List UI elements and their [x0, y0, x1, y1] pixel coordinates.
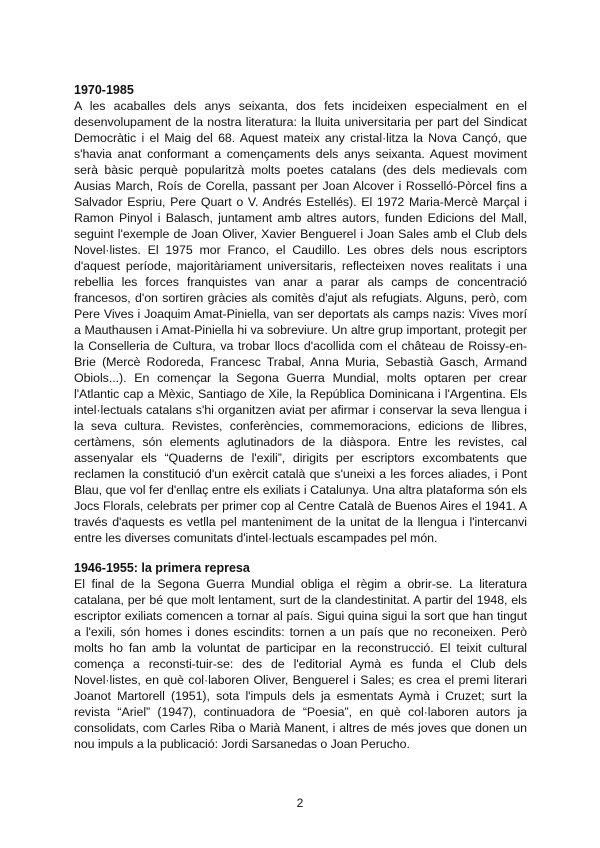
section-1970-1985: [74, 82, 527, 546]
page-number: 2: [296, 796, 304, 810]
section-paragraph: A les acaballes dels anys seixanta, dos fets incideixen especialment en el desenvolupament de la nostra literatura: la lluita universitaria per part del Sindicat Democràtic i el Maig del 68. Aquest mateix any cristal·litza la Nova Cançó, que s'havia anat conformant a començaments dels anys seixanta. Aquest moviment serà bàsic perquè popularitzà molts poetes catalans (des dels medievals com Ausias March, Roís de Corella, passant per Joan Alcover i Rosselló-Pòrcel fins a Salvador Espriu, Pere Quart o V. Andrés Estellés). El 1972 Maria-Mercè Marçal i Ramon Pinyol i Balasch, juntament amb altres autors, funden Edicions del Mall, seguint l'exemple de Joan Oliver, Xavier Benguerel i Joan Sales amb el Club dels Novel·listes. El 1975 mor Franco, el Caudillo. Les obres dels nous escriptors d'aquest període, majoritàriament universitaris, reflecteixen noves realitats i una rebellia les forces franquistes van anar a parar als camps de concentració francesos, d'on sortiren gràcies als comitès d'ajut als refugiats. Alguns, però, com Pere Vives i Joaquim Amat-Piniella, van ser deportats als camps nazis: Vives morí a Mauthausen i Amat-Piniella hi va sobreviure. Un altre grup important, protegit per la Conselleria de Cultura, va trobar llocs d'acollida com el château de Roissy-en-Brie (Mercè Rodoreda, Francesc Trabal, Anna Muria, Sebastià Gasch, Armand Obiols...). En començar la Segona Guerra Mundial, molts optaren per crear l'Atlantic cap a Mèxic, Santiago de Xile, la República Dominicana i l'Argentina. Els intel·lectuals catalans s'hi organitzen aviat per afirmar i conservar la seva llengua i la seva cultura. Revistes, conferències, commemoracions, edicions de llibres, certàmens, són elements aglutinadors de la diàspora. Entre les revistes, cal assenyalar els “Quaderns de l'exili”, dirigits per escriptors excombatents que reclamen la constitució d'un exèrcit català que s'uneixi a les forces aliades, i Pont Blau, que vol fer d'enllaç entre els exiliats i Catalunya. Una altra plataforma són els Jocs Florals, celebrats per primer cop al Centre Català de Buenos Aires el 1941. A través d'aquests es vetlla pel manteniment de la unitat de la llengua i l'intercanvi entre les diverses comunitats d'intel·lectuals escampades pel món.: [74, 99, 527, 545]
section-paragraph: El final de la Segona Guerra Mundial obliga el règim a obrir-se. La literatura catalana, per bé que molt lentament, surt de la clandestinitat. A partir del 1948, els escriptor exiliats comencen a tornar al país. Sigui quina sigui la sort que han tingut a l'exili, són homes i dones escindits: tornen a un país que no reconeixen. Però molts ho fan amb la voluntat de participar en la reconstrucció. El teixit cultural comença a reconsti-tuir-se: des de l'editorial Aymà es funda el Club dels Novel·listes, en què col·laboren Oliver, Benguerel i Sales; es crea el premi literari Joanot Martorell (1951), sota l'impuls dels ja esmentats Aymà i Cruzet; surt la revista “Ariel” (1947), continuadora de “Poesia”, en què col·laboren autors ja consolidats, com Carles Riba o Marià Manent, i altres de més joves que donen un nou impuls a la publicació: Jordi Sarsanedas o Joan Perucho.: [74, 577, 527, 751]
section-heading: 1970-1985: [74, 83, 134, 97]
section-heading: 1946-1955: la primera represa: [74, 561, 250, 575]
document-page: [74, 82, 527, 752]
section-1946-1955: [74, 560, 527, 752]
